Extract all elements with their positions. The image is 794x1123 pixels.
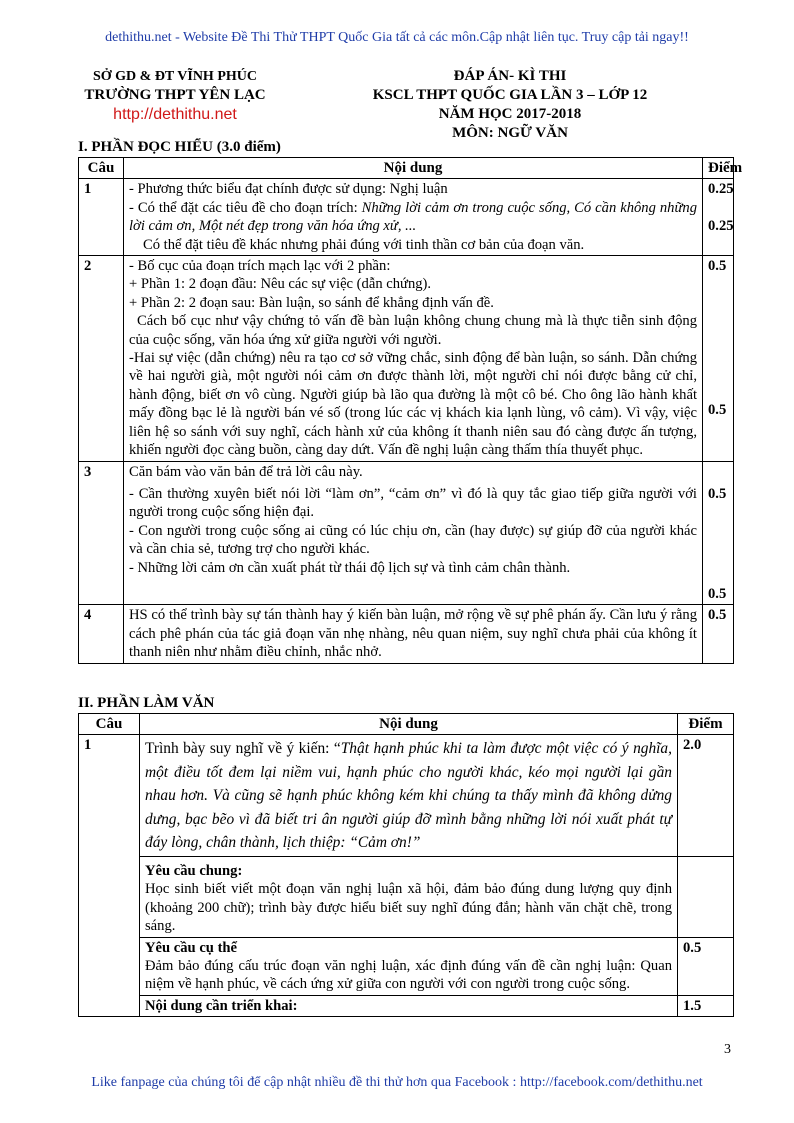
points-value: 0.5 xyxy=(708,485,727,502)
question-number: 3 xyxy=(79,461,124,605)
answer-line: -Hai sự việc (dẫn chứng) nêu ra tạo cơ sở vững chắc, sinh động để bàn luận, so sánh. Dẫn chứng về hai người già, một người nói cảm ơn được thành lời, một người chỉ nói được bằng cử chỉ, hành động, biết ơn vô cùng. Người giúp bà lão qua đường là một cô bé. Cho ông lão hành khất mấy đồng bạc lẻ là người bán vé số (trong lúc các vị khách kia lạnh lùng, vô cảm). Vì vậy, việc liên hệ so sánh với suy nghĩ, cách hành xử của không ít thanh niên sau đó càng được ấn tượng, khiến người đọc càng buồn, càng day dứt. Vấn đề nghị luận càng thấm thía thuyết phục. xyxy=(129,350,697,459)
points-value: 0.5 xyxy=(683,939,702,956)
general-requirements xyxy=(140,856,678,937)
answer-key-title: ĐÁP ÁN- KÌ THI xyxy=(453,68,567,84)
table-row xyxy=(79,937,734,995)
essay-prompt xyxy=(140,735,678,857)
school-header xyxy=(60,67,290,124)
requirement-text: Học sinh biết viết một đoạn văn nghị luận xã hội, đảm bảo đúng dung lượng quy định (khoảng 200 chữ); trình bày được hiểu biết suy nghĩ đúng đắn; hành văn chặt chẽ, trong sáng. xyxy=(145,881,672,935)
answer-line: + Phần 2: 2 đoạn sau: Bàn luận, so sánh để khẳng định vấn đề. xyxy=(129,294,494,311)
table-row xyxy=(79,461,734,605)
col-header-question: Câu xyxy=(79,714,140,735)
points-cell xyxy=(678,856,734,937)
requirement-heading: Yêu cầu chung: xyxy=(145,862,243,879)
question-number: 4 xyxy=(79,605,124,663)
points-cell xyxy=(703,461,734,605)
points-cell xyxy=(678,937,734,995)
answer-content xyxy=(124,461,703,605)
points-cell xyxy=(703,256,734,461)
points-cell xyxy=(703,605,734,663)
table-row xyxy=(79,995,734,1016)
points-value: 0.25 xyxy=(708,181,734,198)
reading-answer-table xyxy=(78,157,743,664)
prompt-text: Trình bày suy nghĩ về ý kiến: “Thật hạnh phúc khi ta làm được một việc có ý nghĩa, một điều tốt đem lại niềm vui, hạnh phúc cho người khác, kéo mọi người lại gần nhau hơn. Và cũng sẽ hạnh phúc không kém khi chúng ta thấy mình đã không dửng dưng, bạc bẽo vì đã biết tri ân người giúp đỡ mình bằng những lời nói xuất phát tự đáy lòng, chân thành, lịch thiệp: “Cảm ơn!” xyxy=(145,740,672,852)
section-reading-title: I. PHẦN ĐỌC HIỂU (3.0 điểm) xyxy=(78,139,281,155)
table-header-row xyxy=(79,158,734,179)
requirement-heading: Nội dung cần triển khai: xyxy=(145,997,298,1014)
points-value: 0.5 xyxy=(708,258,727,275)
col-header-points: Điểm xyxy=(678,714,734,735)
specific-requirements xyxy=(140,937,678,995)
points-value: 0.25 xyxy=(708,217,734,234)
points-cell xyxy=(678,995,734,1016)
writing-answer-table xyxy=(78,713,734,1017)
answer-line: Cách bố cục như vậy chứng tỏ vấn đề bàn luận không chung chung mà là thực tiễn sinh động của cuộc sống, văn hóa ứng xử giữa người với người. xyxy=(129,313,697,348)
col-header-points: Điểm xyxy=(703,158,734,179)
answer-line: - Bố cục của đoạn trích mạch lạc với 2 phần: xyxy=(129,258,391,275)
website-link[interactable]: http://dethithu.net xyxy=(113,106,237,123)
page-number: 3 xyxy=(724,1042,731,1057)
points-cell xyxy=(703,179,734,256)
answer-line: - Có thể đặt các tiêu đề cho đoạn trích: Những lời cảm ơn trong cuộc sống, Có cần không những lời cảm ơn, Một nét đẹp trong văn hóa ứng xử, ... xyxy=(129,199,697,235)
table-row xyxy=(79,735,734,857)
requirement-heading: Yêu cầu cụ thể xyxy=(145,939,238,956)
points-cell xyxy=(678,735,734,857)
points-value: 0.5 xyxy=(708,607,727,624)
table-header-row xyxy=(79,714,734,735)
requirement-text: Đảm bảo đúng cấu trúc đoạn văn nghị luận, xác định đúng vấn đề cần nghị luận: Quan niệm về hạnh phúc, về cách ứng xử giữa con người với con người trong cuộc sống. xyxy=(145,957,672,993)
school-year: NĂM HỌC 2017-2018 xyxy=(438,106,582,122)
col-header-content: Nội dung xyxy=(140,714,678,735)
content-to-develop xyxy=(140,995,678,1016)
top-banner-link[interactable]: dethithu.net - Website Đề Thi Thử THPT Quốc Gia tất cả các môn.Cập nhật liên tục. Truy cập tải ngay!! xyxy=(105,30,689,45)
school-name: TRƯỜNG THPT YÊN LẠC xyxy=(84,87,266,103)
answer-line: - Những lời cảm ơn cần xuất phát từ thái độ lịch sự và tình cảm chân thành. xyxy=(129,559,571,576)
exam-header xyxy=(350,67,670,143)
answer-line: - Con người trong cuộc sống ai cũng có lúc chịu ơn, cần (hay được) sự giúp đỡ của người khác và cần chia sẻ, tương trợ cho người khác. xyxy=(129,522,697,558)
question-number: 1 xyxy=(79,179,124,256)
points-value: 0.5 xyxy=(708,585,727,602)
answer-line: - Phương thức biểu đạt chính được sử dụng: Nghị luận xyxy=(129,181,448,198)
bottom-banner-link[interactable]: Like fanpage của chúng tôi để cập nhật nhiều đề thi thử hơn qua Facebook : http://facebook.com/dethithu.net xyxy=(91,1075,703,1090)
department-name: SỞ GD & ĐT VĨNH PHÚC xyxy=(92,69,257,84)
points-value: 2.0 xyxy=(683,737,702,754)
exam-name: KSCL THPT QUỐC GIA LẦN 3 – LỚP 12 xyxy=(372,87,648,103)
table-row xyxy=(79,256,734,461)
answer-line: HS có thể trình bày sự tán thành hay ý kiến bàn luận, mở rộng về sự phê phán ấy. Cần lưu ý rằng cách phê phán của tác giả đoạn văn nhẹ nhàng, nêu quan niệm, suy nghĩ chưa phải của không ít thanh niên như nhằm điều chỉnh, nhắc nhở. xyxy=(129,607,697,661)
question-number: 1 xyxy=(79,735,140,1017)
answer-content xyxy=(124,179,703,256)
section-writing-title: II. PHẦN LÀM VĂN xyxy=(78,695,215,711)
question-number: 2 xyxy=(79,256,124,461)
subject: MÔN: NGỮ VĂN xyxy=(452,125,568,141)
points-value: 0.5 xyxy=(708,402,727,419)
col-header-question: Câu xyxy=(79,158,124,179)
answer-content xyxy=(124,256,703,461)
answer-line: Có thể đặt tiêu đề khác nhưng phải đúng với tinh thần cơ bản của đoạn văn. xyxy=(143,236,585,253)
table-row xyxy=(79,179,734,256)
table-row xyxy=(79,605,734,663)
answer-line: - Cần thường xuyên biết nói lời “làm ơn”, “cảm ơn” vì đó là quy tắc giao tiếp giữa người với người trong cuộc sống hiện đại. xyxy=(129,485,697,521)
answer-line: + Phần 1: 2 đoạn đầu: Nêu các sự việc (dẫn chứng). xyxy=(129,276,432,293)
points-value: 1.5 xyxy=(683,997,702,1014)
table-row xyxy=(79,856,734,937)
answer-line: Căn bám vào văn bản để trả lời câu này. xyxy=(129,463,363,480)
col-header-content: Nội dung xyxy=(124,158,703,179)
answer-content xyxy=(124,605,703,663)
